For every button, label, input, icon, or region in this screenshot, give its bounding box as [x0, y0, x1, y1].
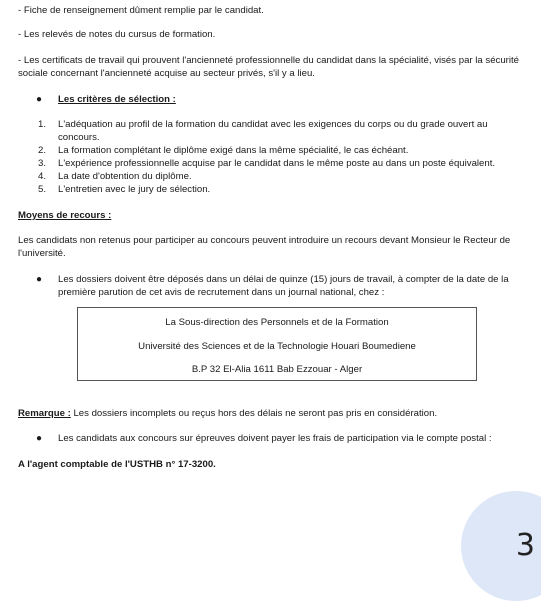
criteria-num: 2. — [38, 145, 47, 156]
criteria-num: 3. — [38, 158, 47, 169]
bullet-icon: ● — [36, 274, 43, 285]
remarque-text: Les dossiers incomplets ou reçus hors des délais ne seront pas pris en considération. — [70, 408, 438, 419]
criteria-text: La date d'obtention du diplôme. — [58, 171, 192, 182]
remarque-label: Remarque : — [18, 408, 71, 419]
address-box — [77, 307, 477, 381]
criteria-num: 1. — [38, 119, 47, 130]
address-line-2: Université des Sciences et de la Technologie Houari Boumediene — [138, 341, 416, 352]
intro-line-1: - Fiche de renseignement dûment remplie par le candidat. — [18, 5, 264, 16]
intro-line-3: - Les certificats de travail qui prouvent l'ancienneté professionnelle du candidat dans la spécialité, visés par la sécurité sociale concernant l'ancienneté acquise au secteur privés, s'il y a lieu. — [18, 55, 519, 79]
criteria-text: L'entretien avec le jury de sélection. — [58, 184, 211, 195]
criteria-text: L'expérience professionnelle acquise par le candidat dans le même poste au dans un poste équivalent. — [58, 158, 496, 169]
bullet-icon: ● — [36, 94, 43, 105]
payment-bullet-text: Les candidats aux concours sur épreuves doivent payer les frais de participation via le compte postal : — [58, 433, 492, 444]
criteria-num: 4. — [38, 171, 47, 182]
criteria-num: 5. — [38, 184, 47, 195]
address-line-1: La Sous-direction des Personnels et de la Formation — [165, 317, 389, 328]
bullet-icon: ● — [36, 433, 43, 444]
criteria-text: L'adéquation au profil de la formation du candidat avec les exigences du corps ou du grade ouvert au concours. — [58, 119, 488, 143]
criteria-text: La formation complétant le diplôme exigé dans la même spécialité, le cas échéant. — [58, 145, 409, 156]
intro-line-2: - Les relevés de notes du cursus de formation. — [18, 29, 216, 40]
agent-line: A l'agent comptable de l'USTHB n° 17-3200. — [18, 459, 216, 470]
page-number: 3 — [515, 528, 535, 564]
recours-bullet-text: Les dossiers doivent être déposés dans un délai de quinze (15) jours de travail, à compter de la date de la première parution de cet avis de recrutement dans un journal national, chez : — [58, 274, 509, 298]
recours-paragraph: Les candidats non retenus pour participer au concours peuvent introduire un recours devant Monsieur le Recteur de l'université. — [18, 235, 511, 259]
remarque — [18, 408, 527, 421]
recours-heading: Moyens de recours : — [18, 210, 112, 221]
address-line-3: B.P 32 El-Alia 1611 Bab Ezzouar - Alger — [191, 364, 363, 375]
criteria-heading: Les critères de sélection : — [58, 94, 176, 105]
